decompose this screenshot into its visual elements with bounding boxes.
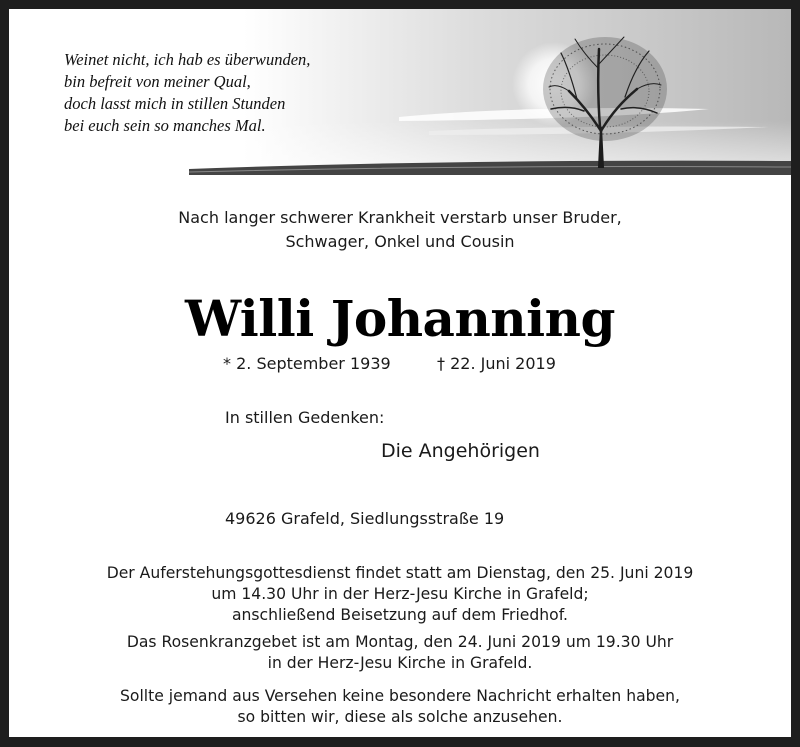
intro-line: Schwager, Onkel und Cousin xyxy=(285,232,515,251)
notice-line: so bitten wir, diese als solche anzusehen. xyxy=(237,708,563,726)
poem-line: bei euch sein so manches Mal. xyxy=(64,116,266,135)
header-banner xyxy=(9,9,791,181)
memory-line: In stillen Gedenken: xyxy=(225,408,385,427)
notice-line: um 14.30 Uhr in der Herz-Jesu Kirche in Grafeld; xyxy=(211,585,589,603)
address: 49626 Grafeld, Siedlungsstraße 19 xyxy=(225,509,505,528)
intro-line: Nach langer schwerer Krankheit verstarb unser Bruder, xyxy=(178,208,622,227)
rosary-notice xyxy=(9,632,791,674)
notice-line: Das Rosenkranzgebet ist am Montag, den 24. Juni 2019 um 19.30 Uhr xyxy=(126,633,674,651)
poem-line: Weinet nicht, ich hab es überwunden, xyxy=(64,50,311,69)
deceased-name: Willi Johanning xyxy=(185,289,615,348)
notice-line: Der Auferstehungsgottesdienst findet statt am Dienstag, den 25. Juni 2019 xyxy=(106,564,694,582)
poem-line: doch lasst mich in stillen Stunden xyxy=(64,94,286,113)
birth-date: * 2. September 1939 xyxy=(223,354,391,373)
poem-line: bin befreit von meiner Qual, xyxy=(64,72,251,91)
closing-notice xyxy=(9,686,791,728)
notice-line: in der Herz-Jesu Kirche in Grafeld. xyxy=(267,654,533,672)
poem xyxy=(64,49,310,137)
death-date: † 22. Juni 2019 xyxy=(437,354,556,373)
notice-line: anschließend Beisetzung auf dem Friedhof. xyxy=(231,606,569,624)
service-notice xyxy=(9,563,791,626)
relatives-signature: Die Angehörigen xyxy=(381,440,540,462)
intro-text xyxy=(9,206,791,254)
notice-line: Sollte jemand aus Versehen keine besondere Nachricht erhalten haben, xyxy=(120,687,680,705)
